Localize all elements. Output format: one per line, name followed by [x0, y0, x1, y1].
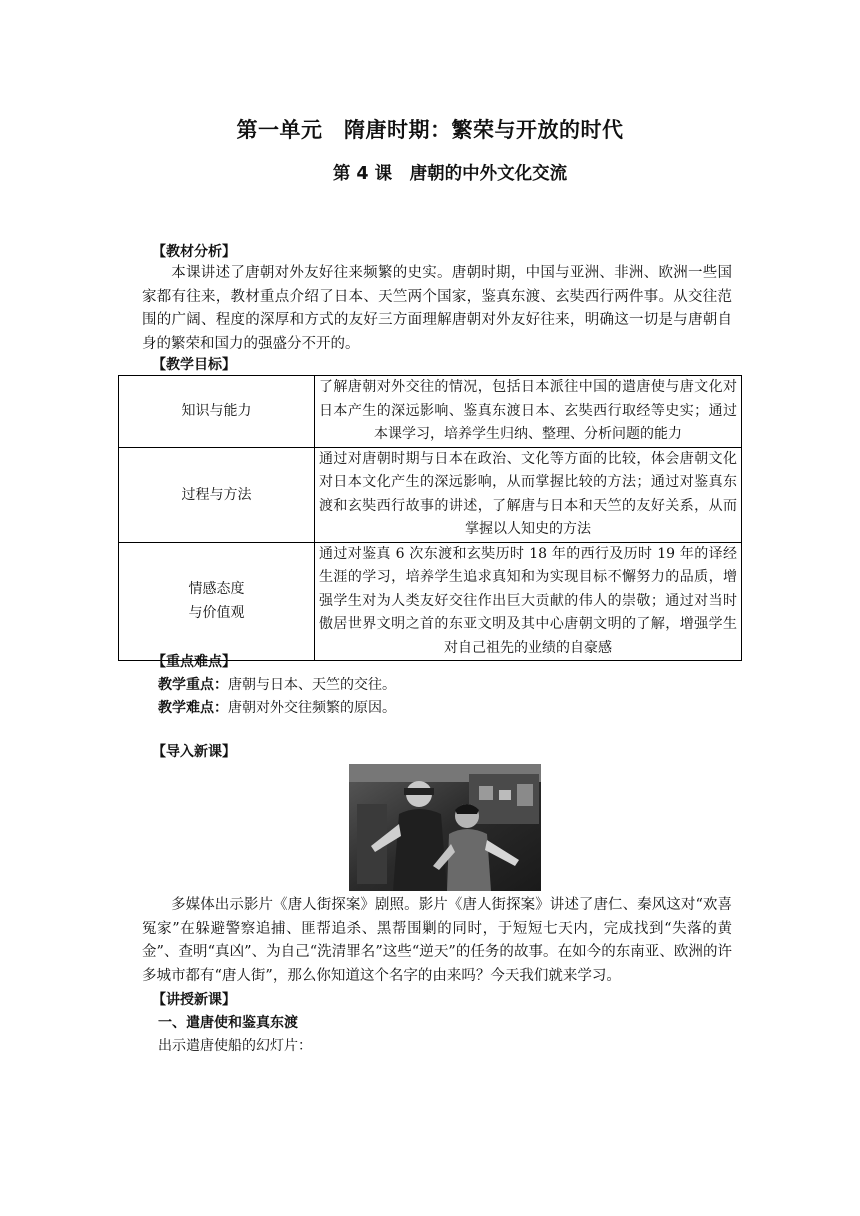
goal-text: 通过对唐朝时期与日本在政治、文化等方面的比较，体会唐朝文化对日本文化产生的深远影响，从而掌握比较的方法；通过对鉴真东渡和玄奘西行故事的讲述，了解唐与日本和天竺的友好关系，从而掌握以人知史的方法: [315, 447, 742, 542]
teaching-focus: [158, 674, 396, 694]
section-one-title: 一、遣唐使和鉴真东渡: [158, 1015, 298, 1031]
difficulty-label: 教学难点：: [158, 700, 228, 716]
analysis-text: 本课讲述了唐朝对外友好往来频繁的史实。唐朝时期，中国与亚洲、非洲、欧洲一些国家都有往来，教材重点介绍了日本、天竺两个国家，鉴真东渡、玄奘西行两件事。从交往范围的广阔、程度的深厚和方式的友好三方面理解唐朝对外友好往来，明确这一切是与唐朝自身的繁荣和国力的强盛分不开的。: [142, 265, 732, 352]
goals-row: [119, 447, 742, 542]
focus-text: 唐朝与日本、天竺的交往。: [228, 677, 396, 693]
analysis-heading: 【教材分析】: [152, 244, 236, 260]
unit-title: 第一单元 隋唐时期：繁荣与开放的时代: [236, 118, 624, 142]
goals-table: [118, 375, 742, 661]
goal-label: 知识与能力: [119, 376, 315, 448]
movie-still-image: [349, 764, 541, 891]
difficulty-text: 唐朝对外交往频繁的原因。: [228, 700, 396, 716]
slide-instruction: 出示遣唐使船的幻灯片：: [158, 1038, 312, 1054]
focus-label: 教学重点：: [158, 677, 228, 693]
goal-label: 过程与方法: [119, 447, 315, 542]
goals-row: [119, 376, 742, 448]
goals-row: [119, 542, 742, 661]
analysis-paragraph: [142, 262, 732, 356]
movie-still-graphic: [349, 764, 541, 891]
goal-label: 情感态度 与价值观: [119, 542, 315, 661]
goals-heading: 【教学目标】: [152, 357, 236, 373]
goal-text: 通过对鉴真 6 次东渡和玄奘历时 18 年的西行及历时 19 年的译经生涯的学习，培养学生追求真知和为实现目标不懈努力的品质，增强学生对为人类友好交往作出巨大贡献的伟人的崇敬；通过对当时傲居世界文明之首的东亚文明及其中心唐朝文明的了解，增强学生对自己祖先的业绩的自豪感: [315, 542, 742, 661]
lecture-heading: 【讲授新课】: [152, 992, 236, 1008]
key-points-heading: 【重点难点】: [152, 654, 236, 670]
goal-text: 了解唐朝对外交往的情况，包括日本派往中国的遣唐使与唐文化对日本产生的深远影响、鉴真东渡日本、玄奘西行取经等史实；通过本课学习，培养学生归纳、整理、分析问题的能力: [315, 376, 742, 448]
intro-paragraph: [142, 894, 732, 988]
lesson-title: 第 4 课 唐朝的中外文化交流: [332, 164, 568, 184]
teaching-difficulty: [158, 697, 396, 717]
intro-heading: 【导入新课】: [152, 744, 236, 760]
intro-text: 多媒体出示影片《唐人街探案》剧照。影片《唐人街探案》讲述了唐仁、秦风这对“欢喜冤家”在躲避警察追捕、匪帮追杀、黑帮围剿的同时，于短短七天内，完成找到“失落的黄金”、查明“真凶”、为自己“洗清罪名”这些“逆天”的任务的故事。在如今的东南亚、欧洲的许多城市都有“唐人街”，那么你知道这个名字的由来吗？今天我们就来学习。: [142, 897, 732, 984]
